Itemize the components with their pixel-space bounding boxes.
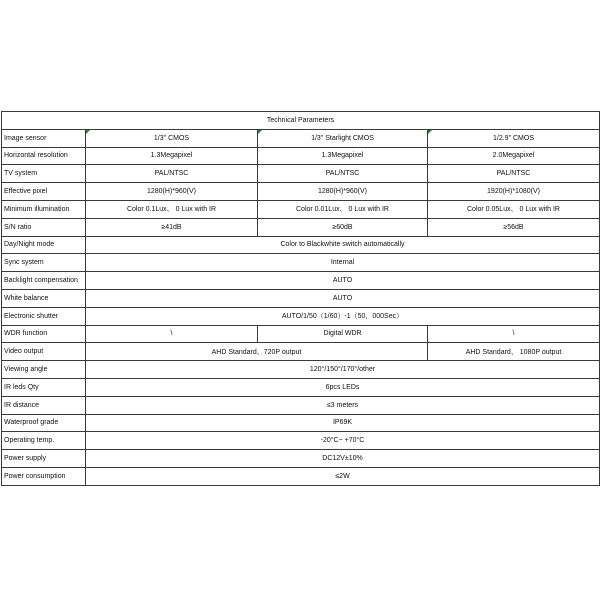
table-cell: IP69K	[86, 414, 600, 432]
row-label: Image sensor	[2, 129, 86, 147]
table-cell: ≥41dB	[86, 218, 258, 236]
table-cell: AUTO	[86, 272, 600, 290]
row-label: Video output	[2, 343, 86, 361]
table-cell: Digital WDR	[258, 325, 428, 343]
row-label: IR leds Qty	[2, 378, 86, 396]
table-row	[2, 254, 600, 272]
row-label: WDR function	[2, 325, 86, 343]
table-cell: ≤3 meters	[86, 396, 600, 414]
row-label: Minimum illumination	[2, 200, 86, 218]
table-cell: AUTO	[86, 289, 600, 307]
table-cell: 2.0Megapixel	[428, 147, 600, 165]
table-cell: PAL/NTSC	[86, 165, 258, 183]
table-row	[2, 200, 600, 218]
table-cell: ≤2W	[86, 467, 600, 485]
table-cell: 1/2.9" CMOS	[428, 129, 600, 147]
table-row	[2, 325, 600, 343]
row-label: IR distance	[2, 396, 86, 414]
row-label: Electronic shutter	[2, 307, 86, 325]
table-cell: -20°C~ +70°C	[86, 432, 600, 450]
table-cell: ≥56dB	[428, 218, 600, 236]
row-label: Day/Night mode	[2, 236, 86, 254]
table-cell: 1.3Megapixel	[258, 147, 428, 165]
table-row	[2, 432, 600, 450]
table-title: Technical Parameters	[2, 112, 600, 130]
technical-parameters-table	[1, 111, 600, 486]
table-row	[2, 467, 600, 485]
row-label: Power consumption	[2, 467, 86, 485]
row-label: TV system	[2, 165, 86, 183]
table-row	[2, 272, 600, 290]
row-label: S/N ratio	[2, 218, 86, 236]
table-cell: ≥60dB	[258, 218, 428, 236]
table-row	[2, 396, 600, 414]
table-cell: Internal	[86, 254, 600, 272]
table-cell: Color 0.01Lux、 0 Lux with IR	[258, 200, 428, 218]
table-cell: DC12V±10%	[86, 450, 600, 468]
table-row	[2, 361, 600, 379]
table-cell: \	[86, 325, 258, 343]
table-row	[2, 236, 600, 254]
table-cell: PAL/NTSC	[428, 165, 600, 183]
table-cell: AUTO/1/50（1/60）-1（50，000Sec）	[86, 307, 600, 325]
table-cell: 1920(H)*1080(V)	[428, 183, 600, 201]
table-row	[2, 183, 600, 201]
table-row	[2, 307, 600, 325]
table-cell: AHD Standard、720P output	[86, 343, 428, 361]
table-cell: Color 0.1Lux、 0 Lux with IR	[86, 200, 258, 218]
table-row	[2, 289, 600, 307]
table-cell: 6pcs LEDs	[86, 378, 600, 396]
table-cell: \	[428, 325, 600, 343]
table-cell: Color 0.05Lux、 0 Lux with IR	[428, 200, 600, 218]
table-cell: 1/3" CMOS	[86, 129, 258, 147]
row-label: Horizontal resolution	[2, 147, 86, 165]
row-label: Viewing angle	[2, 361, 86, 379]
table-row	[2, 129, 600, 147]
table-cell: 1.3Megapixel	[86, 147, 258, 165]
row-label: Operating temp.	[2, 432, 86, 450]
table-row	[2, 414, 600, 432]
table-row	[2, 343, 600, 361]
row-label: Backlight compensation	[2, 272, 86, 290]
table-row	[2, 218, 600, 236]
table-cell: 1/3" Starlight CMOS	[258, 129, 428, 147]
table-cell: 120°/150°/170°/other	[86, 361, 600, 379]
row-label: White balance	[2, 289, 86, 307]
row-label: Effective pixel	[2, 183, 86, 201]
table-cell: Color to Blackwhite switch automatically	[86, 236, 600, 254]
table-row	[2, 147, 600, 165]
table-cell: AHD Standard、 1080P output	[428, 343, 600, 361]
table-row	[2, 378, 600, 396]
table-row	[2, 165, 600, 183]
row-label: Power supply	[2, 450, 86, 468]
table-cell: PAL/NTSC	[258, 165, 428, 183]
row-label: Waterproof grade	[2, 414, 86, 432]
table-cell: 1280(H)*960(V)	[86, 183, 258, 201]
table-title-row	[2, 112, 600, 130]
row-label: Sync system	[2, 254, 86, 272]
table-cell: 1280(H)*960(V)	[258, 183, 428, 201]
table-row	[2, 450, 600, 468]
